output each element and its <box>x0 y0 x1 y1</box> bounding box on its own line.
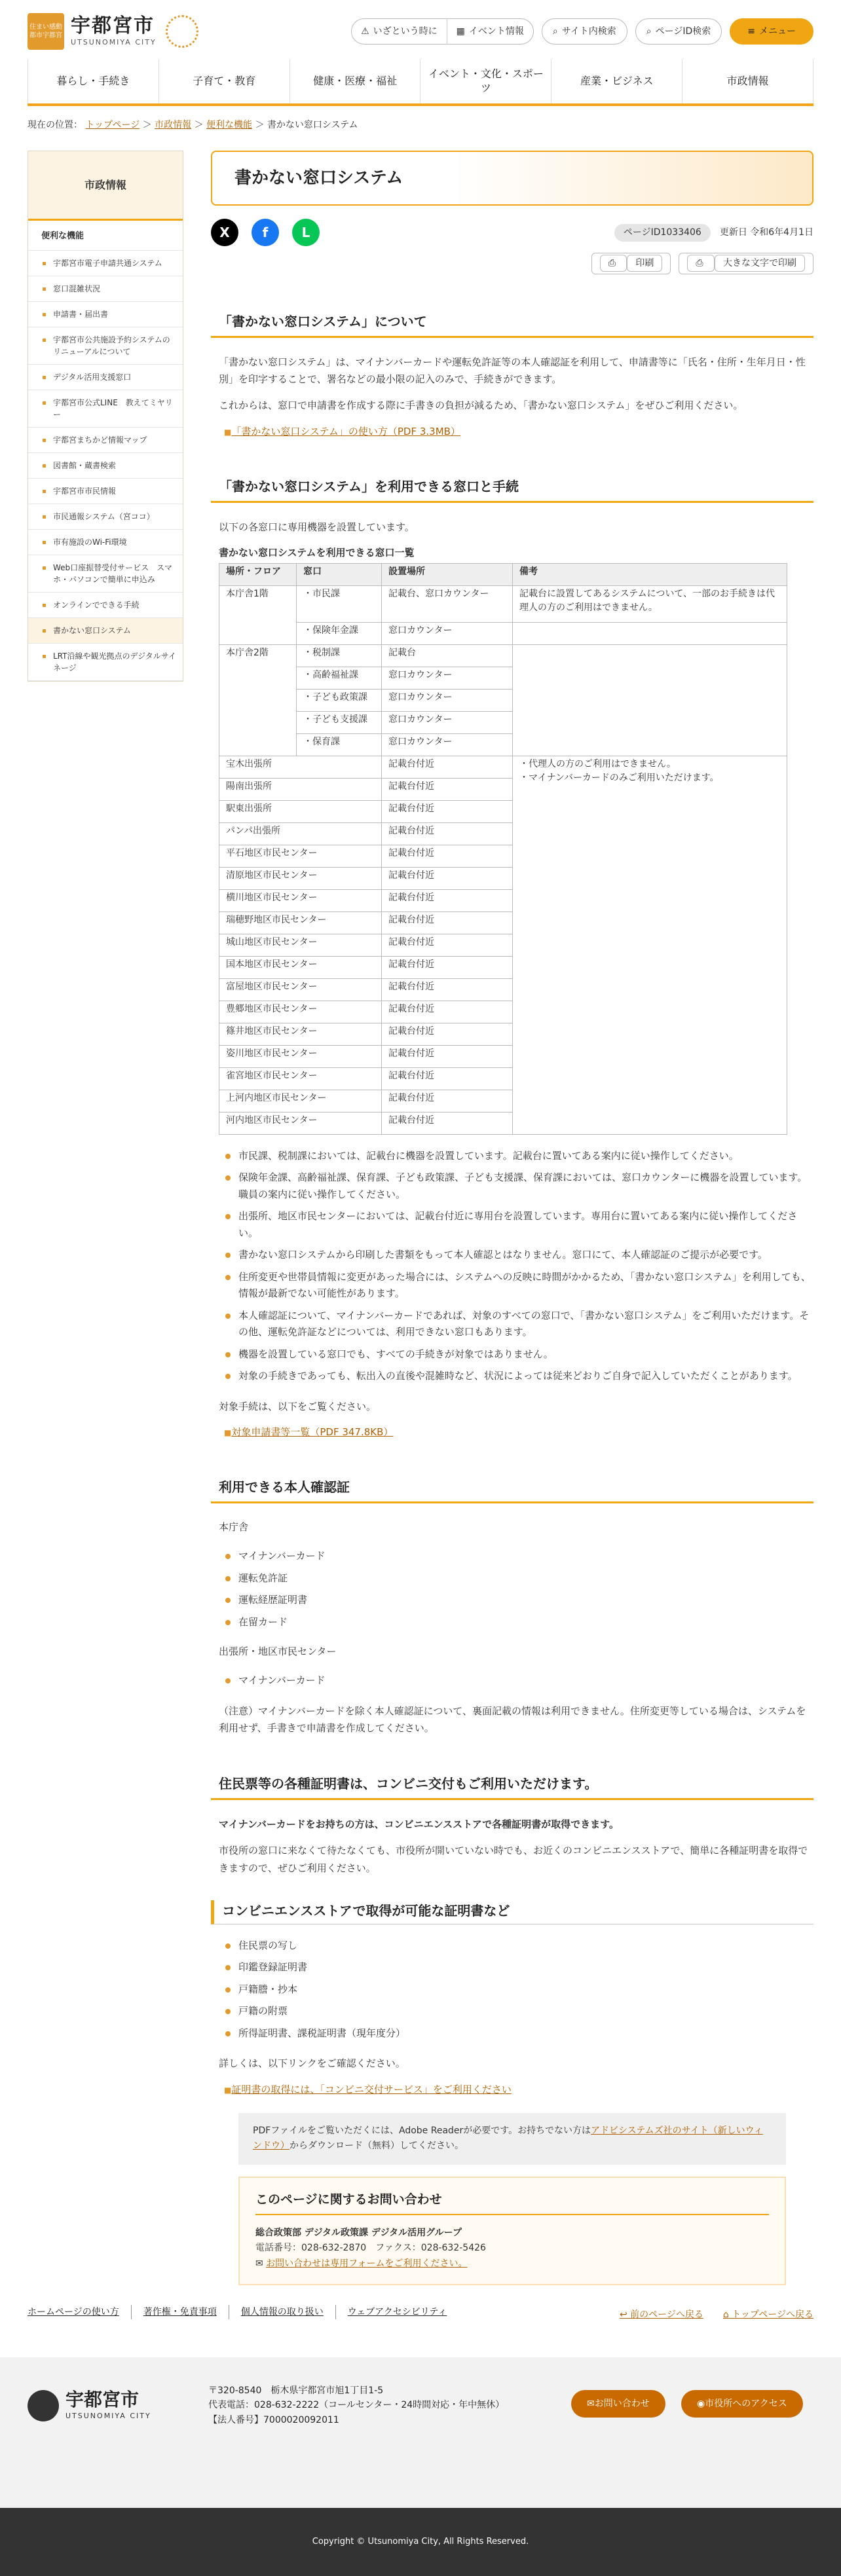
footer-logo: 宇都宮市 UTSUNOMIYA CITY <box>28 2390 151 2421</box>
home-icon: ⌂ <box>722 2309 732 2320</box>
table-cell: 城山地区市民センター <box>219 934 382 956</box>
table-cell: 記載台付近 <box>382 1045 513 1067</box>
list-item: マイナンバーカード <box>219 1548 813 1565</box>
site-header <box>0 0 841 59</box>
id-list <box>219 1548 813 1630</box>
table-cell: 駅東出張所 <box>219 800 382 822</box>
table-cell: ・高齢福祉課 <box>297 667 382 689</box>
table-cell: 本庁舎1階 <box>219 585 297 644</box>
sidebar-item[interactable]: 宇都宮まちかど情報マップ <box>28 428 183 453</box>
table-cell: 記載台 <box>382 644 513 667</box>
line-share-icon[interactable]: L <box>292 219 320 246</box>
table-cell: 河内地区市民センター <box>219 1112 382 1134</box>
contact-heading: このページに関するお問い合わせ <box>255 2190 769 2215</box>
list-item: 出張所、地区市民センターにおいては、記載台付近に専用台を設置しています。専用台に置いてある案内に従い操作してください。 <box>219 1208 813 1242</box>
footer-links <box>28 2305 458 2319</box>
mail-icon: ✉ <box>587 2398 595 2409</box>
large-print-button[interactable]: ⎙ 大きな文字で印刷 <box>679 253 813 274</box>
table-cell: 記載台付近 <box>382 956 513 978</box>
pdf-link[interactable]: 「書かない窓口システム」の使い方（PDF 3.3MB） <box>231 425 460 437</box>
emergency-button[interactable]: ⚠ いざという時に <box>352 18 447 45</box>
id-list <box>219 1672 813 1689</box>
paragraph: 市役所の窓口に来なくて待たなくても、市役所が開いていない時でも、お近くのコンビニエンスストアで、簡単に各種証明書を取得できますので、ぜひご利用ください。 <box>219 1845 808 1874</box>
paragraph: 対象手続は、以下をご覧ください。 <box>219 1400 377 1412</box>
top-link[interactable]: ⌂ トップページへ戻る <box>722 2309 813 2320</box>
list-item: 運転経歴証明書 <box>219 1592 813 1609</box>
sidebar-item-current[interactable]: 書かない窓口システム <box>28 618 183 644</box>
list-item: 住所変更や世帯員情報に変更があった場合には、システムへの反映に時間がかかるため、「書かない窓口システム」を利用しても、情報が最新でない可能性があります。 <box>219 1269 813 1302</box>
pdf-link[interactable]: 対象申請書等一覧（PDF 347.8KB） <box>231 1426 394 1439</box>
table-cell: 窓口カウンター <box>382 733 513 756</box>
search-icon: ⌕ <box>552 26 558 37</box>
table-cell: 記載台付近 <box>382 822 513 845</box>
counter-table <box>219 563 787 1135</box>
page-title: 書かない窓口システム <box>211 151 813 206</box>
table-cell: 記載台付近 <box>382 1112 513 1134</box>
table-cell: ・代理人の方のご利用はできません。 ・マイナンバーカードのみご利用いただけます。 <box>513 756 787 1134</box>
paragraph: 詳しくは、以下リンクをご確認ください。 <box>219 2057 405 2070</box>
list-item: 対象の手続きであっても、転出入の直後や混雑時など、状況によっては従来どおりご自身で記入していただくことがあります。 <box>219 1368 813 1385</box>
global-nav <box>28 59 813 106</box>
table-cell: 上河内地区市民センター <box>219 1090 382 1112</box>
section-heading: 住民票等の各種証明書は、コンビニ交付もご利用いただけます。 <box>211 1773 813 1800</box>
table-cell: 姿川地区市民センター <box>219 1045 382 1067</box>
menu-button[interactable]: ≡ メニュー <box>730 18 813 45</box>
subheading: 出張所・地区市民センター <box>219 1646 337 1658</box>
copyright: Copyright © Utsunomiya City, All Rights Reserved. <box>0 2508 841 2576</box>
sidebar-item[interactable]: 市民通報システム（宮ココ） <box>28 504 183 530</box>
sidebar-item[interactable]: LRT沿線や観光拠点のデジタルサイネージ <box>28 644 183 681</box>
sidebar-item[interactable]: デジタル活用支援窓口 <box>28 365 183 390</box>
table-cell: 瑞穂野地区市民センター <box>219 911 382 934</box>
nav-item[interactable]: 子育て・教育 <box>159 59 290 103</box>
footer-access-button[interactable]: ◉ 市役所へのアクセス <box>681 2390 803 2418</box>
breadcrumb-link[interactable]: 市政情報 <box>155 120 192 130</box>
table-cell: ・保育課 <box>297 733 382 756</box>
sidebar-item[interactable]: 窓口混雑状況 <box>28 276 183 302</box>
paragraph: 以下の各窓口に専用機器を設置しています。 <box>219 521 415 533</box>
table-cell: 記載台付近 <box>382 1001 513 1023</box>
table-cell: パンパ出張所 <box>219 822 382 845</box>
table-cell: 本庁舎2階 <box>219 644 297 756</box>
notes-list <box>219 1148 813 1385</box>
facebook-share-icon[interactable]: f <box>252 219 279 246</box>
table-cell: 記載台付近 <box>382 1023 513 1045</box>
events-button[interactable]: ▦ イベント情報 <box>447 18 533 45</box>
breadcrumb-link[interactable]: 便利な機能 <box>206 120 253 130</box>
table-header: 窓口 <box>297 563 382 585</box>
pdf-info-box: PDFファイルをご覧いただくには、Adobe Readerが必要です。お持ちでない方はアドビシステムズ社のサイト（新しいウィンドウ）からダウンロード（無料）してください。 <box>238 2113 786 2165</box>
contact-dept: 総合政策部 デジタル政策課 デジタル活用グループ <box>255 2227 462 2238</box>
list-item: 市民課、税制課においては、記載台に機器を設置しています。記載台に置いてある案内に従い操作してください。 <box>219 1148 813 1165</box>
table-caption: 書かない窓口システムを利用できる窓口一覧 <box>219 546 415 559</box>
footer-address: 〒320-8540 栃木県宇都宮市旭1丁目1-5 代表電話：028-632-2222（コールセンター・24時間対応・年中無休） 【法人番号】7000020092011 <box>208 2385 505 2425</box>
footer-link[interactable]: ホームページの使い方 <box>28 2307 119 2317</box>
nav-item[interactable]: 健康・医療・福祉 <box>290 59 421 103</box>
sidebar-item[interactable]: オンラインでできる手続 <box>28 593 183 618</box>
sidebar-item[interactable]: 市有施設のWi-Fi環境 <box>28 530 183 555</box>
list-item: 住民票の写し <box>219 1938 813 1955</box>
logo-english: UTSUNOMIYA CITY <box>71 37 157 46</box>
list-item: 戸籍の附票 <box>219 2003 813 2020</box>
city-emblem-icon <box>166 15 198 48</box>
calendar-icon: ▦ <box>456 26 465 37</box>
table-cell: 雀宮地区市民センター <box>219 1067 382 1090</box>
table-cell: 横川地区市民センター <box>219 889 382 911</box>
table-cell <box>513 622 787 644</box>
list-item: 本人確認証について、マイナンバーカードであれば、対象のすべての窓口で、「書かない窓口システム」をご利用いただけます。その他、運転免許証などについては、利用できない窓口もあります。 <box>219 1308 813 1341</box>
table-cell: ・税制課 <box>297 644 382 667</box>
table-cell: 記載台付近 <box>382 1090 513 1112</box>
sidebar-item[interactable]: 宇都宮市市民情報 <box>28 479 183 504</box>
mail-icon: ✉ <box>255 2258 267 2270</box>
table-cell: 平石地区市民センター <box>219 845 382 867</box>
hamburger-icon: ≡ <box>747 26 755 37</box>
search-icon: ⌕ <box>646 26 652 37</box>
nav-item[interactable]: イベント・文化・スポーツ <box>420 59 551 103</box>
table-cell: 記載台付近 <box>382 845 513 867</box>
back-arrow-icon: ↩ <box>619 2309 631 2320</box>
table-cell: ・子ども支援課 <box>297 711 382 733</box>
nav-item[interactable]: 産業・ビジネス <box>551 59 682 103</box>
footer-link[interactable]: ウェブアクセシビリティ <box>335 2305 459 2319</box>
paragraph: （注意）マイナンバーカードを除く本人確認証について、裏面記載の情報は利用できません。住所変更等している場合は、システムを利用せず、手書きで申請書を作成してください。 <box>219 1704 806 1734</box>
list-item: 戸籍謄・抄本 <box>219 1981 813 1998</box>
table-cell: 宝木出張所 <box>219 756 382 778</box>
logo-badge: 住まい感動都市宇都宮 <box>28 13 64 50</box>
list-item: 在留カード <box>219 1614 813 1631</box>
section-heading: 利用できる本人確認証 <box>211 1477 813 1503</box>
printer-icon: ⎙ <box>687 255 715 272</box>
table-cell: 記載台付近 <box>382 778 513 800</box>
list-item: 所得証明書、課税証明書（現年度分） <box>219 2025 813 2042</box>
alert-icon: ⚠ <box>361 26 369 37</box>
list-item: マイナンバーカード <box>219 1672 813 1689</box>
subheading: 本庁舎 <box>219 1521 249 1534</box>
table-cell: 清原地区市民センター <box>219 867 382 889</box>
table-cell: 記載台付近 <box>382 889 513 911</box>
table-cell: ・市民課 <box>297 585 382 622</box>
city-emblem-icon <box>28 2390 59 2421</box>
table-cell: 記載台付近 <box>382 1067 513 1090</box>
sidebar-item[interactable]: 宇都宮市公共施設予約システムのリニューアルについて <box>28 327 183 365</box>
sidebar-item[interactable]: 図書館・蔵書検索 <box>28 453 183 479</box>
table-cell: 記載台付近 <box>382 934 513 956</box>
printer-icon: ⎙ <box>600 255 627 272</box>
table-cell: 記載台に設置してあるシステムについて、一部のお手続きは代理人の方のご利用はできません。 <box>513 585 787 622</box>
convenience-link[interactable]: 証明書の取得には、「コンビニ交付サービス」をご利用ください <box>231 2083 512 2095</box>
table-header: 場所・フロア <box>219 563 297 585</box>
site-search-button[interactable]: ⌕ サイト内検索 <box>542 18 627 45</box>
footer-link[interactable]: 個人情報の取り扱い <box>229 2305 335 2319</box>
section-heading: 「書かない窓口システム」を利用できる窓口と手続 <box>211 476 813 503</box>
contact-box <box>238 2177 786 2285</box>
table-cell: 窓口カウンター <box>382 689 513 711</box>
list-item: 書かない窓口システムから印刷した書類をもって本人確認とはなりません。窓口にて、本人確認証のご提示が必要です。 <box>219 1247 813 1264</box>
table-cell: 陽南出張所 <box>219 778 382 800</box>
print-button[interactable]: ⎙ 印刷 <box>591 253 671 274</box>
table-cell: 記載台付近 <box>382 800 513 822</box>
section-heading: 「書かない窓口システム」について <box>211 311 813 338</box>
sidebar-item[interactable]: Web口座振替受付サービス スマホ・パソコンで簡単に申込み <box>28 555 183 593</box>
table-cell: 記載台付近 <box>382 867 513 889</box>
sidebar-title: 市政情報 <box>28 151 183 221</box>
page-id: ページID1033406 <box>614 224 711 241</box>
table-cell: 記載台付近 <box>382 978 513 1001</box>
certificate-list <box>219 1938 813 2042</box>
paragraph: 「書かない窓口システム」は、マイナンバーカードや運転免許証等の本人確認証を利用して、申請書等に「氏名・住所・生年月日・性別」を印字することで、署名などの最小限の記入のみで、手続きができます。 <box>219 356 806 386</box>
x-share-icon[interactable]: X <box>211 219 238 246</box>
paragraph: マイナンバーカードをお持ちの方は、コンビニエンスストアで各種証明書が取得できます。 <box>219 1818 619 1831</box>
nav-item[interactable]: 暮らし・手続き <box>28 59 159 103</box>
table-cell: 記載台、窓口カウンター <box>382 585 513 622</box>
sidebar-item[interactable]: 申請書・届出書 <box>28 302 183 327</box>
table-row <box>219 756 787 778</box>
sidebar-subtitle[interactable]: 便利な機能 <box>28 221 183 251</box>
table-cell: 窓口カウンター <box>382 622 513 644</box>
subsection-heading: コンビニエンスストアで取得が可能な証明書など <box>211 1900 813 1924</box>
breadcrumb: 現在の位置： トップページ ＞ 市政情報 ＞ 便利な機能 ＞ 書かない窓口システム <box>28 120 358 130</box>
sidebar-item[interactable]: 宇都宮市電子申請共通システム <box>28 251 183 276</box>
table-header: 設置場所 <box>382 563 513 585</box>
nav-item[interactable]: 市政情報 <box>682 59 813 103</box>
contact-form-link[interactable]: お問い合わせは専用フォームをご利用ください。 <box>266 2258 468 2270</box>
table-cell: 篠井地区市民センター <box>219 1023 382 1045</box>
table-cell: 国本地区市民センター <box>219 956 382 978</box>
updated-date: 更新日 令和6年4月1日 <box>719 227 813 238</box>
adobe-link[interactable]: アドビシステムズ社のサイト（新しいウィンドウ） <box>253 2125 763 2152</box>
footer-inquiry-button[interactable]: ✉ お問い合わせ <box>571 2390 665 2418</box>
footer-link[interactable]: 著作権・免責事項 <box>131 2305 229 2319</box>
list-item: 保険年金課、高齢福祉課、保育課、子ども政策課、子ども支援課、保育課においては、窓口カウンターに機器を設置しています。職員の案内に従い操作してください。 <box>219 1169 813 1203</box>
map-pin-icon: ◉ <box>697 2398 705 2409</box>
main-content <box>211 151 813 2322</box>
paragraph: これからは、窓口で申請書を作成する際に手書きの負担が減るため、「書かない窓口システム」をぜひご利用ください。 <box>219 399 743 412</box>
site-logo[interactable] <box>28 13 198 50</box>
sidebar <box>28 151 183 682</box>
list-item: 運転免許証 <box>219 1570 813 1587</box>
table-cell: 記載台付近 <box>382 911 513 934</box>
table-cell: 窓口カウンター <box>382 711 513 733</box>
table-cell: 記載台付近 <box>382 756 513 778</box>
logo-name: 宇都宮市 <box>71 14 155 37</box>
contact-tel: 電話番号：028-632-2870 ファクス：028-632-5426 <box>255 2243 486 2254</box>
table-cell: ・保険年金課 <box>297 622 382 644</box>
footer <box>0 2357 841 2508</box>
table-cell: 富屋地区市民センター <box>219 978 382 1001</box>
table-header: 備考 <box>513 563 787 585</box>
table-cell: 窓口カウンター <box>382 667 513 689</box>
sidebar-item[interactable]: 宇都宮市公式LINE 教えてミヤリー <box>28 390 183 428</box>
breadcrumb-link[interactable]: トップページ <box>85 120 140 130</box>
back-link[interactable]: ↩ 前のページへ戻る <box>619 2309 703 2320</box>
breadcrumb-current: 書かない窓口システム <box>267 120 358 130</box>
table-cell <box>513 644 787 756</box>
table-cell: 豊郷地区市民センター <box>219 1001 382 1023</box>
list-item: 機器を設置している窓口でも、すべての手続きが対象ではありません。 <box>219 1346 813 1363</box>
pageid-search-button[interactable]: ⌕ ページID検索 <box>635 18 722 45</box>
table-cell: ・子ども政策課 <box>297 689 382 711</box>
list-item: 印鑑登録証明書 <box>219 1959 813 1976</box>
